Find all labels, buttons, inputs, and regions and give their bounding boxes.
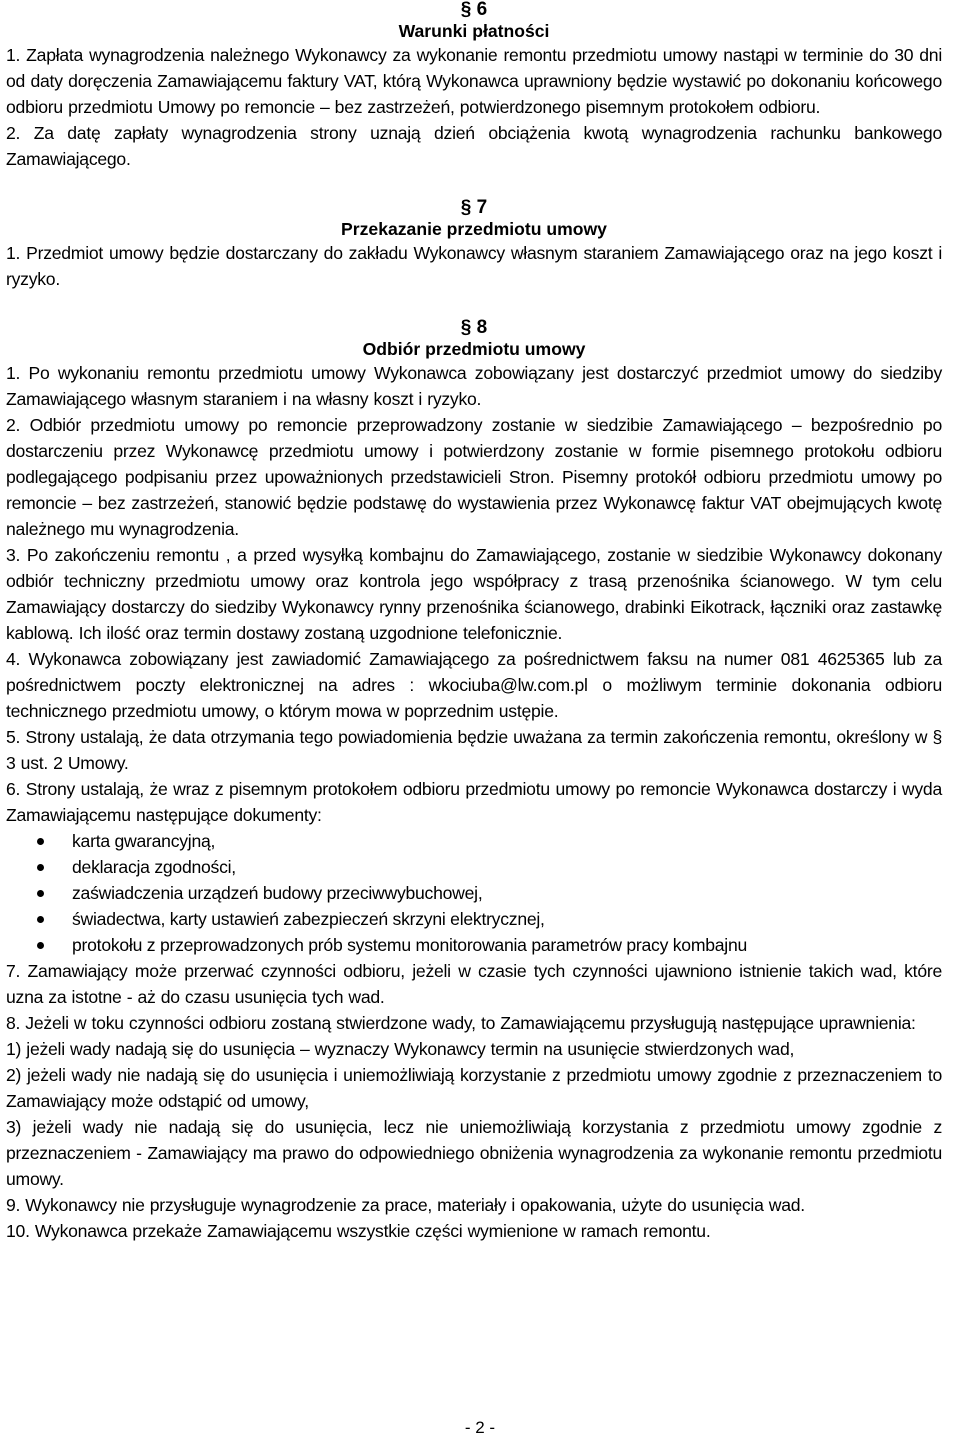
section-8-paragraph-6: 6. Strony ustalają, że wraz z pisemnym protokołem odbioru przedmiotu umowy po remoncie Wykonawca dostarczy i wyda Zamawiającemu następujące dokumenty: xyxy=(6,779,942,825)
section-8-paragraph-3: 3. Po zakończeniu remontu , a przed wysyłką kombajnu do Zamawiającego, zostanie w siedzibie Wykonawcy dokonany odbiór techniczny przedmiotu umowy oraz kontrola jego współpracy z trasą przenośnika ścianowego. W tym celu Zamawiający dostarczy do siedziby Wykonawcy rynny przenośnika ścianowego, drabinki Eikotrack, łączniki oraz zastawkę kablową. Ich ilość oraz termin dostawy zostaną uzgodnione telefonicznie. xyxy=(6,545,942,643)
section-8-paragraph-10: 10. Wykonawca przekaże Zamawiającemu wszystkie części wymienione w ramach remontu. xyxy=(6,1221,711,1241)
section-8-paragraph-1: 1. Po wykonaniu remontu przedmiotu umowy Wykonawca zobowiązany jest dostarczyć przedmiot umowy do siedziby Zamawiającego własnym staraniem i na własny koszt i ryzyko. xyxy=(6,363,942,409)
section-8-title: Odbiór przedmiotu umowy xyxy=(362,339,586,359)
list-item-text: deklaracja zgodności, xyxy=(72,857,236,877)
section-8-point-8-3: 3) jeżeli wady nie nadają się do usunięcia, lecz nie uniemożliwiają korzystania z przedmiotu umowy zgodnie z przeznaczeniem - Zamawiający ma prawo do odpowiedniego obniżenia wynagrodzenia za wykonanie remontu przedmiotu umowy. xyxy=(6,1117,942,1189)
section-8-paragraph-2: 2. Odbiór przedmiotu umowy po remoncie przeprowadzony zostanie w siedzibie Zamawiającego – bezpośrednio po dostarczeniu przez Wykonawcę przedmiotu umowy i potwierdzony zostanie w formie pisemnego protokołu odbioru podlegającego podpisaniu przez upoważnionych przedstawicieli Stron. Pisemny protokół odbioru przedmiotu umowy po remoncie – bez zastrzeżeń, stanowić będzie podstawę do wystawienia przez Wykonawcę faktur VAT obejmujących kwotę należnego mu wynagrodzenia. xyxy=(6,415,942,539)
section-8-paragraph-8: 8. Jeżeli w toku czynności odbioru zostaną stwierdzone wady, to Zamawiającemu przysługują następujące uprawnienia: xyxy=(6,1013,916,1033)
list-item-text: zaświadczenia urządzeń budowy przeciwwybuchowej, xyxy=(72,883,483,903)
bullet-icon xyxy=(37,864,44,871)
section-8-paragraph-5: 5. Strony ustalają, że data otrzymania tego powiadomienia będzie uważana za termin zakończenia remontu, określony w § 3 ust. 2 Umowy. xyxy=(6,727,942,773)
spacer xyxy=(6,292,942,318)
list-item-text: karta gwarancyjną, xyxy=(72,831,216,851)
section-7-title: Przekazanie przedmiotu umowy xyxy=(341,219,607,239)
section-7-sign: § 7 xyxy=(460,197,488,218)
document-page xyxy=(6,0,942,1244)
section-8-point-8-2: 2) jeżeli wady nie nadają się do usunięcia i uniemożliwiają korzystanie z przedmiotu umowy zgodnie z przeznaczeniem to Zamawiający może odstąpić od umowy, xyxy=(6,1065,942,1111)
section-8-sign: § 8 xyxy=(460,317,488,338)
list-item xyxy=(6,854,942,880)
page-number: - 2 - xyxy=(464,1418,496,1437)
section-6-sign: § 6 xyxy=(460,0,488,20)
section-8-paragraph-4: 4. Wykonawca zobowiązany jest zawiadomić Zamawiającego za pośrednictwem faksu na numer 081 4625365 lub za pośrednictwem poczty elektronicznej na adres : wkociuba@lw.com.pl o możliwym terminie dokonania odbioru technicznego przedmiotu umowy, o którym mowa w poprzednim ustępie. xyxy=(6,649,942,721)
bullet-icon xyxy=(37,916,44,923)
section-6-title: Warunki płatności xyxy=(398,21,550,41)
section-6-paragraph-1: 1. Zapłata wynagrodzenia należnego Wykonawcy za wykonanie remontu przedmiotu umowy nastąpi w terminie do 30 dni od daty doręczenia Zamawiającemu faktury VAT, którą Wykonawca uprawniony będzie wystawić po dokonaniu końcowego odbioru przedmiotu Umowy po remoncie – bez zastrzeżeń, potwierdzonego pisemnym protokołem odbioru. xyxy=(6,45,942,117)
spacer xyxy=(6,172,942,198)
section-7-paragraph-1: 1. Przedmiot umowy będzie dostarczany do zakładu Wykonawcy własnym staraniem Zamawiającego oraz na jego koszt i ryzyko. xyxy=(6,243,942,289)
list-item xyxy=(6,932,942,958)
documents-list xyxy=(6,828,942,958)
list-item xyxy=(6,828,942,854)
list-item-text: protokołu z przeprowadzonych prób systemu monitorowania parametrów pracy kombajnu xyxy=(72,935,748,955)
section-8-paragraph-9: 9. Wykonawcy nie przysługuje wynagrodzenie za prace, materiały i opakowania, użyte do usunięcia wad. xyxy=(6,1195,805,1215)
bullet-icon xyxy=(37,942,44,949)
section-6-paragraph-2: 2. Za datę zapłaty wynagrodzenia strony uznają dzień obciążenia kwotą wynagrodzenia rachunku bankowego Zamawiającego. xyxy=(6,123,942,169)
section-8-point-8-1: 1) jeżeli wady nadają się do usunięcia – wyznaczy Wykonawcy termin na usunięcie stwierdzonych wad, xyxy=(6,1039,795,1059)
bullet-icon xyxy=(37,890,44,897)
list-item xyxy=(6,906,942,932)
section-8-paragraph-7: 7. Zamawiający może przerwać czynności odbioru, jeżeli w czasie tych czynności ujawniono istnienie takich wad, które uzna za istotne - aż do czasu usunięcia tych wad. xyxy=(6,961,942,1007)
list-item-text: świadectwa, karty ustawień zabezpieczeń skrzyni elektrycznej, xyxy=(72,909,545,929)
list-item xyxy=(6,880,942,906)
bullet-icon xyxy=(37,838,44,845)
